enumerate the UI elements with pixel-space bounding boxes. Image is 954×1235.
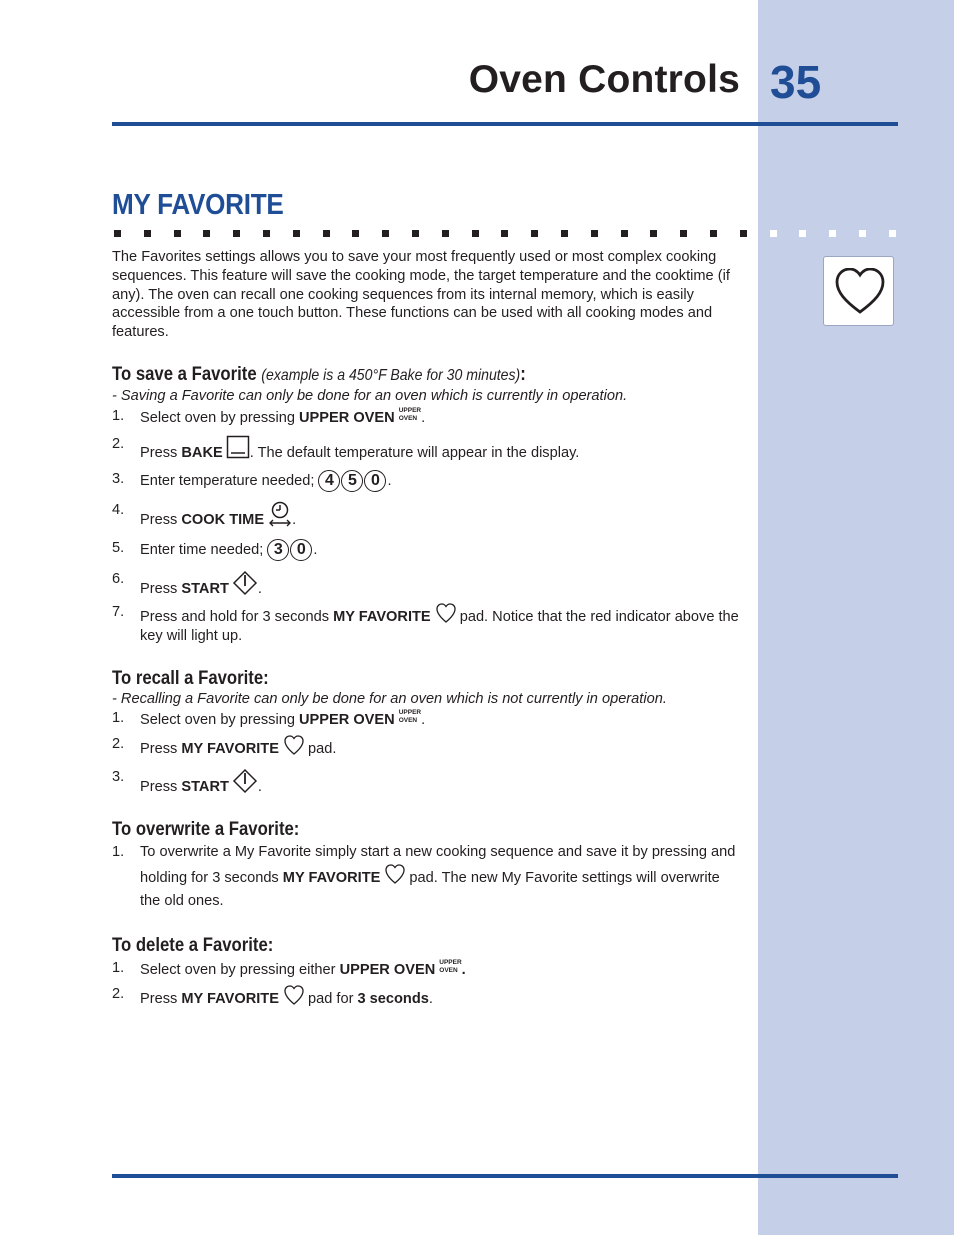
divider-dot bbox=[740, 230, 747, 237]
step-text-end: . bbox=[257, 778, 262, 795]
recall-section bbox=[112, 668, 742, 797]
divider-dot bbox=[561, 230, 568, 237]
step-text-end: . The default temperature will appear in the display. bbox=[249, 444, 580, 461]
digit-3-icon: 3 bbox=[267, 539, 289, 561]
list-item bbox=[112, 735, 742, 759]
my-favorite-key-label: MY FAVORITE bbox=[181, 741, 279, 758]
digit-0-icon: 0 bbox=[364, 470, 386, 492]
list-item bbox=[112, 959, 742, 980]
step-text: Enter temperature needed; bbox=[140, 473, 319, 490]
step-text: Press bbox=[140, 778, 182, 795]
step-text-end: pad. The new My Favorite settings will overwrite the old ones. bbox=[140, 869, 720, 909]
list-item bbox=[112, 709, 742, 730]
divider-dot bbox=[323, 230, 330, 237]
step-text-end: pad. bbox=[303, 741, 337, 758]
list-item bbox=[112, 501, 742, 530]
divider-dot bbox=[263, 230, 270, 237]
start-key-label: START bbox=[181, 581, 229, 598]
divider-dot bbox=[650, 230, 657, 237]
step-number: 4. bbox=[112, 502, 125, 519]
digit-0-icon: 0 bbox=[290, 539, 312, 561]
save-colon: : bbox=[520, 363, 526, 385]
step-number: 1. bbox=[112, 710, 125, 727]
step-text-end: . bbox=[421, 409, 426, 426]
upper-oven-icon-line2: OVEN bbox=[398, 717, 418, 725]
step-number: 1. bbox=[112, 407, 125, 424]
duration-label: 3 seconds bbox=[357, 990, 429, 1007]
heart-icon bbox=[835, 268, 885, 314]
step-number: 1. bbox=[112, 843, 125, 860]
list-item bbox=[112, 841, 742, 913]
step-text-end: pad. Notice that the red indicator above the key will light up. bbox=[140, 608, 739, 644]
step-text: To overwrite a My Favorite simply start a new cooking sequence and save it by pressing and holding for 3 seconds bbox=[140, 843, 736, 886]
recall-heading: To recall a Favorite: bbox=[112, 667, 269, 689]
upper-oven-icon-line2: OVEN bbox=[439, 966, 458, 974]
step-text: Select oven by pressing bbox=[140, 409, 299, 426]
step-text: Select oven by pressing bbox=[140, 712, 299, 729]
overwrite-steps bbox=[112, 841, 742, 913]
save-heading bbox=[112, 364, 666, 387]
step-number: 7. bbox=[112, 603, 125, 620]
upper-oven-icon-line1: UPPER bbox=[439, 958, 462, 966]
step-number: 5. bbox=[112, 540, 125, 557]
heart-icon bbox=[284, 985, 304, 1005]
step-text: Select oven by pressing either bbox=[140, 961, 340, 978]
divider-dot bbox=[829, 230, 836, 237]
section-title: MY FAVORITE bbox=[112, 189, 284, 221]
save-heading-text: To save a Favorite bbox=[112, 363, 257, 385]
divider-dot bbox=[144, 230, 151, 237]
step-text: Press bbox=[140, 990, 182, 1007]
list-item bbox=[112, 470, 742, 492]
my-favorite-key-label: MY FAVORITE bbox=[181, 990, 279, 1007]
step-text-end: . bbox=[421, 712, 426, 729]
list-item bbox=[112, 539, 742, 561]
divider-dot bbox=[412, 230, 419, 237]
step-text-end: . bbox=[257, 581, 262, 598]
step-text: Press bbox=[140, 444, 182, 461]
upper-oven-icon bbox=[399, 407, 421, 423]
delete-heading: To delete a Favorite: bbox=[112, 934, 274, 956]
heart-icon bbox=[284, 735, 304, 755]
upper-oven-icon-line1: UPPER bbox=[398, 709, 422, 717]
save-note: - Saving a Favorite can only be done for an oven which is currently in operation. bbox=[112, 387, 628, 404]
divider-dot bbox=[472, 230, 479, 237]
step-text: Press and hold for 3 seconds bbox=[140, 608, 334, 625]
my-favorite-key-label: MY FAVORITE bbox=[333, 608, 431, 625]
cook-time-icon bbox=[268, 501, 292, 527]
divider-dot bbox=[174, 230, 181, 237]
sidebar-band bbox=[758, 0, 954, 1235]
upper-oven-icon-line2: OVEN bbox=[398, 414, 418, 422]
divider-dot bbox=[352, 230, 359, 237]
step-text: Press bbox=[140, 741, 182, 758]
step-number: 1. bbox=[112, 959, 125, 976]
delete-steps bbox=[112, 959, 742, 1009]
list-item bbox=[112, 985, 742, 1009]
divider-dot bbox=[203, 230, 210, 237]
header-rule bbox=[112, 122, 898, 126]
divider-dot bbox=[293, 230, 300, 237]
my-favorite-key bbox=[823, 256, 894, 326]
recall-note: - Recalling a Favorite can only be done for an oven which is not currently in operation. bbox=[112, 690, 667, 707]
divider-dot bbox=[382, 230, 389, 237]
overwrite-heading: To overwrite a Favorite: bbox=[112, 818, 300, 840]
step-number: 6. bbox=[112, 571, 125, 588]
step-number: 2. bbox=[112, 985, 125, 1002]
bake-icon bbox=[226, 435, 250, 459]
divider-dot bbox=[859, 230, 866, 237]
start-icon bbox=[232, 570, 258, 596]
upper-oven-key-label: UPPER OVEN bbox=[299, 712, 395, 729]
divider-dot bbox=[710, 230, 717, 237]
digit-4-icon: 4 bbox=[318, 470, 340, 492]
step-number: 2. bbox=[112, 736, 125, 753]
content bbox=[112, 248, 742, 1008]
step-text: Press bbox=[140, 512, 182, 529]
save-steps bbox=[112, 407, 742, 646]
upper-oven-icon bbox=[399, 709, 421, 725]
dotted-divider bbox=[114, 230, 900, 237]
upper-oven-icon bbox=[439, 959, 461, 975]
divider-dot bbox=[680, 230, 687, 237]
divider-dot bbox=[591, 230, 598, 237]
bake-key-label: BAKE bbox=[181, 444, 223, 461]
divider-dot bbox=[770, 230, 777, 237]
save-example: (example is a 450°F Bake for 30 minutes) bbox=[261, 366, 521, 384]
recall-steps bbox=[112, 709, 742, 796]
divider-dot bbox=[442, 230, 449, 237]
divider-dot bbox=[531, 230, 538, 237]
list-item bbox=[112, 603, 742, 646]
heart-icon bbox=[436, 603, 456, 623]
upper-oven-key-label: UPPER OVEN bbox=[299, 409, 395, 426]
overwrite-section bbox=[112, 819, 742, 913]
divider-dot bbox=[501, 230, 508, 237]
delete-section bbox=[112, 935, 742, 1009]
intro-paragraph: The Favorites settings allows you to save your most frequently used or most complex cooking sequences. This feature will save the cooking mode, the target temperature and the cooktime (if any). The oven can recall one cooking sequences from its internal memory, which is easily accessible from a one touch button. These functions can be used with all cooking modes and features. bbox=[112, 249, 730, 341]
divider-dot bbox=[621, 230, 628, 237]
step-text-mid: pad for bbox=[303, 990, 358, 1007]
save-section bbox=[112, 364, 742, 646]
start-icon bbox=[232, 768, 258, 794]
page-number: 35 bbox=[770, 56, 822, 108]
digit-5-icon: 5 bbox=[341, 470, 363, 492]
step-text-end: . bbox=[428, 990, 433, 1007]
cook-time-key-label: COOK TIME bbox=[181, 512, 265, 529]
upper-oven-icon-line1: UPPER bbox=[398, 406, 422, 414]
divider-dot bbox=[114, 230, 121, 237]
heart-icon bbox=[385, 864, 405, 884]
step-text-end: . bbox=[387, 473, 392, 490]
divider-dot bbox=[889, 230, 896, 237]
divider-dot bbox=[233, 230, 240, 237]
step-number: 2. bbox=[112, 435, 125, 452]
upper-oven-key-label: UPPER OVEN bbox=[339, 961, 436, 978]
step-text-end: . bbox=[292, 512, 297, 529]
step-text: Enter time needed; bbox=[140, 542, 268, 559]
divider-dot bbox=[799, 230, 806, 237]
footer-rule bbox=[112, 1174, 898, 1178]
list-item bbox=[112, 570, 742, 599]
step-number: 3. bbox=[112, 471, 125, 488]
my-favorite-key-label: MY FAVORITE bbox=[282, 869, 381, 886]
list-item bbox=[112, 768, 742, 797]
step-text-end: . bbox=[461, 961, 466, 978]
list-item bbox=[112, 407, 742, 428]
list-item bbox=[112, 435, 742, 463]
step-text: Press bbox=[140, 581, 182, 598]
start-key-label: START bbox=[181, 778, 229, 795]
step-text-end: . bbox=[313, 542, 318, 559]
page-title: Oven Controls bbox=[468, 58, 740, 101]
step-number: 3. bbox=[112, 768, 125, 785]
